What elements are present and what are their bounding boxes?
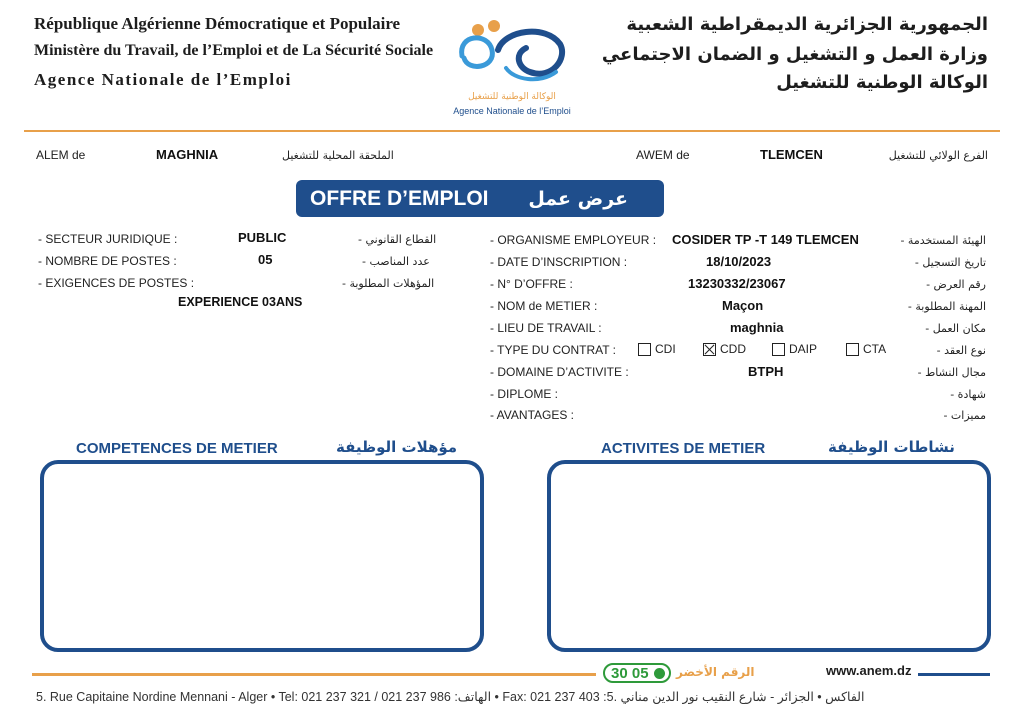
- field-label-avantages: - AVANTAGES :: [490, 408, 575, 422]
- checkbox-cdi-label: CDI: [655, 342, 676, 356]
- field-value-organisme: COSIDER TP -T 149 TLEMCEN: [672, 232, 859, 247]
- field-value-secteur: PUBLIC: [238, 230, 287, 245]
- footer-rule-right: [918, 673, 990, 676]
- field-value-offre: 13230332/23067: [688, 276, 786, 291]
- alem-label-ar: الملحقة المحلية للتشغيل: [282, 149, 394, 162]
- field-label-secteur-ar: القطاع القانوني -: [358, 233, 437, 246]
- header-ar-line2: وزارة العمل و التشغيل و الضمان الاجتماعي: [601, 44, 988, 65]
- alem-value: MAGHNIA: [156, 147, 219, 162]
- checkbox-cta[interactable]: [846, 343, 859, 356]
- checkbox-cdd[interactable]: [703, 343, 716, 356]
- field-label-offre: - N° D’OFFRE :: [490, 277, 573, 291]
- header-fr-line1: République Algérienne Démocratique et Populaire: [34, 14, 401, 33]
- checkbox-cta-label: CTA: [863, 342, 887, 356]
- footer-rule-left: [32, 673, 596, 676]
- activites-box[interactable]: [547, 460, 991, 652]
- checkbox-daip[interactable]: [772, 343, 785, 356]
- field-label-lieu: - LIEU DE TRAVAIL :: [490, 321, 602, 335]
- activites-title-ar: نشاطات الوظيفة: [828, 438, 955, 456]
- field-label-secteur: - SECTEUR JURIDIQUE :: [38, 232, 178, 246]
- offer-title-bar: [296, 180, 664, 217]
- awem-label-ar: الفرع الولائي للتشغيل: [888, 149, 988, 162]
- anem-logo: [448, 10, 576, 122]
- field-value-domaine: BTPH: [748, 364, 784, 379]
- competences-box[interactable]: [40, 460, 484, 652]
- green-number-label: الرقم الأخضر: [676, 665, 755, 679]
- green-number-badge: [603, 663, 671, 683]
- alem-label: ALEM de: [36, 148, 86, 162]
- phone-icon: [654, 668, 665, 679]
- website-link[interactable]: www.anem.dz: [826, 663, 912, 678]
- field-label-metier-ar: المهنة المطلوبة -: [907, 300, 986, 313]
- field-value-lieu: maghnia: [730, 320, 784, 335]
- field-label-organisme: - ORGANISME EMPLOYEUR :: [490, 233, 657, 247]
- field-label-diplome-ar: شهادة -: [950, 388, 986, 401]
- awem-value: TLEMCEN: [760, 147, 823, 162]
- field-label-domaine-ar: مجال النشاط -: [917, 366, 986, 379]
- field-label-postes: - NOMBRE DE POSTES :: [38, 254, 177, 268]
- field-label-lieu-ar: مكان العمل -: [925, 322, 986, 335]
- field-value-date: 18/10/2023: [706, 254, 772, 269]
- header-ar-line3: الوكالة الوطنية للتشغيل: [776, 72, 988, 93]
- footer-address: 5. Rue Capitaine Nordine Mennani - Alger • Tel: 021 237 321 / 021 237 986 :الهاتف • Fax: 021 237 403 :الفاكس • الجزائر - شارع النقيب نور الدين مناني .5: [36, 690, 865, 704]
- offer-title-fr: OFFRE D’EMPLOI: [310, 187, 489, 210]
- field-label-domaine: - DOMAINE D’ACTIVITE :: [490, 365, 629, 379]
- competences-title: COMPETENCES DE METIER: [76, 440, 278, 457]
- field-value-postes: 05: [258, 252, 273, 267]
- activites-title: ACTIVITES DE METIER: [601, 440, 766, 457]
- field-label-date-ar: تاريخ التسجيل -: [914, 256, 986, 269]
- field-label-postes-ar: عدد المناصب -: [362, 255, 430, 268]
- header-fr-line3: Agence Nationale de l’Emploi: [34, 70, 292, 89]
- field-label-exigences-ar: المؤهلات المطلوبة -: [342, 277, 435, 290]
- competences-title-ar: مؤهلات الوظيفة: [336, 438, 458, 456]
- anem-logo-icon: [448, 10, 576, 90]
- checkbox-daip-label: DAIP: [789, 342, 818, 356]
- field-label-contrat: - TYPE DU CONTRAT :: [490, 343, 617, 357]
- field-label-metier: - NOM de METIER :: [490, 299, 598, 313]
- field-label-diplome: - DIPLOME :: [490, 387, 559, 401]
- green-number: 30 05: [611, 665, 649, 682]
- field-label-exigences: - EXIGENCES DE POSTES :: [38, 276, 195, 290]
- logo-ar-text: الوكالة الوطنية للتشغيل: [468, 92, 556, 102]
- field-label-date: - DATE D’INSCRIPTION :: [490, 255, 628, 269]
- header-divider: [24, 130, 1000, 132]
- field-label-organisme-ar: الهيئة المستخدمة -: [900, 234, 986, 247]
- logo-fr-text: Agence Nationale de l’Emploi: [453, 106, 571, 116]
- offer-title-ar: عرض عمل: [528, 188, 628, 210]
- field-value-exigences: EXPERIENCE 03ANS: [178, 295, 303, 309]
- field-label-contrat-ar: نوع العقد -: [936, 344, 986, 357]
- checkbox-cdi[interactable]: [638, 343, 651, 356]
- field-label-offre-ar: رقم العرض -: [926, 278, 986, 291]
- header-ar-line1: الجمهورية الجزائرية الديمقراطية الشعبية: [626, 14, 988, 35]
- header-fr-line2: Ministère du Travail, de l’Emploi et de La Sécurité Sociale: [34, 42, 434, 59]
- field-value-metier: Maçon: [722, 298, 764, 313]
- field-label-avantages-ar: مميزات -: [943, 409, 986, 422]
- awem-label: AWEM de: [636, 148, 690, 162]
- checkbox-cdd-label: CDD: [720, 342, 746, 356]
